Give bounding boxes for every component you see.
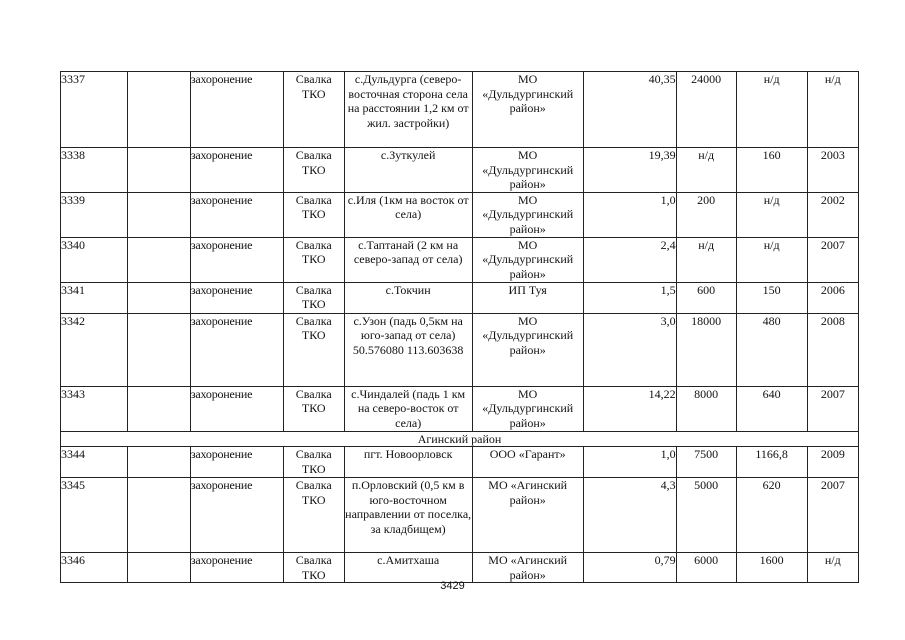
empty-cell [127,192,190,237]
section-heading: Агинский район [61,431,859,447]
mass-value: н/д [736,192,807,237]
year-value: 2003 [807,148,858,193]
mass-value: 1166,8 [736,447,807,478]
table-row [61,478,859,553]
facility-location: с.Узон (падь 0,5км на юго-запад от села) 50.576080 113.603638 [344,313,472,386]
empty-cell [127,237,190,282]
table-row [61,148,859,193]
empty-cell [127,313,190,386]
mass-value: 160 [736,148,807,193]
facility-type: Свалка ТКО [283,72,344,148]
facility-location: с.Амитхаша [344,553,472,583]
facility-location: с.Токчин [344,282,472,313]
facility-owner: МО «Агинский район» [472,478,583,553]
facility-owner: ООО «Гарант» [472,447,583,478]
facility-owner: МО «Дульдургинский район» [472,192,583,237]
operation-type: захоронение [190,478,283,553]
operation-type: захоронение [190,282,283,313]
record-number: 3343 [61,386,128,431]
table-row [61,553,859,583]
area-value: 4,3 [583,478,676,553]
mass-value: н/д [736,237,807,282]
year-value: 2007 [807,237,858,282]
facility-owner: МО «Дульдургинский район» [472,386,583,431]
year-value: 2006 [807,282,858,313]
facility-type: Свалка ТКО [283,313,344,386]
facility-location: пгт. Новоорловск [344,447,472,478]
empty-cell [127,553,190,583]
facility-owner: ИП Туя [472,282,583,313]
facility-type: Свалка ТКО [283,148,344,193]
year-value: н/д [807,72,858,148]
facility-owner: МО «Дульдургинский район» [472,313,583,386]
facility-location: с.Иля (1км на восток от села) [344,192,472,237]
operation-type: захоронение [190,192,283,237]
volume-value: 7500 [676,447,736,478]
mass-value: н/д [736,72,807,148]
table-row [61,282,859,313]
facility-owner: МО «Дульдургинский район» [472,148,583,193]
facility-owner: МО «Дульдургинский район» [472,72,583,148]
facility-type: Свалка ТКО [283,282,344,313]
mass-value: 150 [736,282,807,313]
area-value: 1,0 [583,447,676,478]
volume-value: н/д [676,148,736,193]
area-value: 14,22 [583,386,676,431]
volume-value: н/д [676,237,736,282]
table-row [61,72,859,148]
volume-value: 600 [676,282,736,313]
operation-type: захоронение [190,148,283,193]
table-row [61,447,859,478]
record-number: 3345 [61,478,128,553]
facility-type: Свалка ТКО [283,447,344,478]
record-number: 3338 [61,148,128,193]
empty-cell [127,386,190,431]
area-value: 19,39 [583,148,676,193]
record-number: 3341 [61,282,128,313]
area-value: 2,4 [583,237,676,282]
facility-location: с.Зуткулей [344,148,472,193]
mass-value: 1600 [736,553,807,583]
facility-location: с.Чиндалей (падь 1 км на северо-восток от села) [344,386,472,431]
operation-type: захоронение [190,386,283,431]
year-value: 2009 [807,447,858,478]
table-body [61,72,859,583]
operation-type: захоронение [190,553,283,583]
volume-value: 5000 [676,478,736,553]
facility-type: Свалка ТКО [283,237,344,282]
section-row [61,431,859,447]
facility-type: Свалка ТКО [283,386,344,431]
record-number: 3342 [61,313,128,386]
operation-type: захоронение [190,72,283,148]
empty-cell [127,478,190,553]
mass-value: 480 [736,313,807,386]
record-number: 3340 [61,237,128,282]
mass-value: 620 [736,478,807,553]
empty-cell [127,72,190,148]
operation-type: захоронение [190,447,283,478]
mass-value: 640 [736,386,807,431]
area-value: 40,35 [583,72,676,148]
page-number: 3429 [440,580,465,592]
year-value: 2007 [807,386,858,431]
volume-value: 8000 [676,386,736,431]
record-number: 3337 [61,72,128,148]
volume-value: 18000 [676,313,736,386]
year-value: 2008 [807,313,858,386]
area-value: 1,5 [583,282,676,313]
facility-location: с.Дульдурга (северо-восточная сторона села на расстоянии 1,2 км от жил. застройки) [344,72,472,148]
record-number: 3346 [61,553,128,583]
year-value: н/д [807,553,858,583]
facility-type: Свалка ТКО [283,478,344,553]
empty-cell [127,282,190,313]
facility-owner: МО «Дульдургинский район» [472,237,583,282]
operation-type: захоронение [190,237,283,282]
landfill-registry-table [60,71,859,583]
record-number: 3339 [61,192,128,237]
facility-type: Свалка ТКО [283,192,344,237]
empty-cell [127,148,190,193]
volume-value: 6000 [676,553,736,583]
facility-location: п.Орловский (0,5 км в юго-восточном направлении от поселка, за кладбищем) [344,478,472,553]
area-value: 1,0 [583,192,676,237]
facility-location: с.Таптанай (2 км на северо-запад от села) [344,237,472,282]
facility-owner: МО «Агинский район» [472,553,583,583]
area-value: 0,79 [583,553,676,583]
volume-value: 200 [676,192,736,237]
volume-value: 24000 [676,72,736,148]
empty-cell [127,447,190,478]
year-value: 2002 [807,192,858,237]
table-row [61,192,859,237]
table-row [61,313,859,386]
record-number: 3344 [61,447,128,478]
table-row [61,237,859,282]
facility-type: Свалка ТКО [283,553,344,583]
operation-type: захоронение [190,313,283,386]
year-value: 2007 [807,478,858,553]
area-value: 3,0 [583,313,676,386]
table-row [61,386,859,431]
